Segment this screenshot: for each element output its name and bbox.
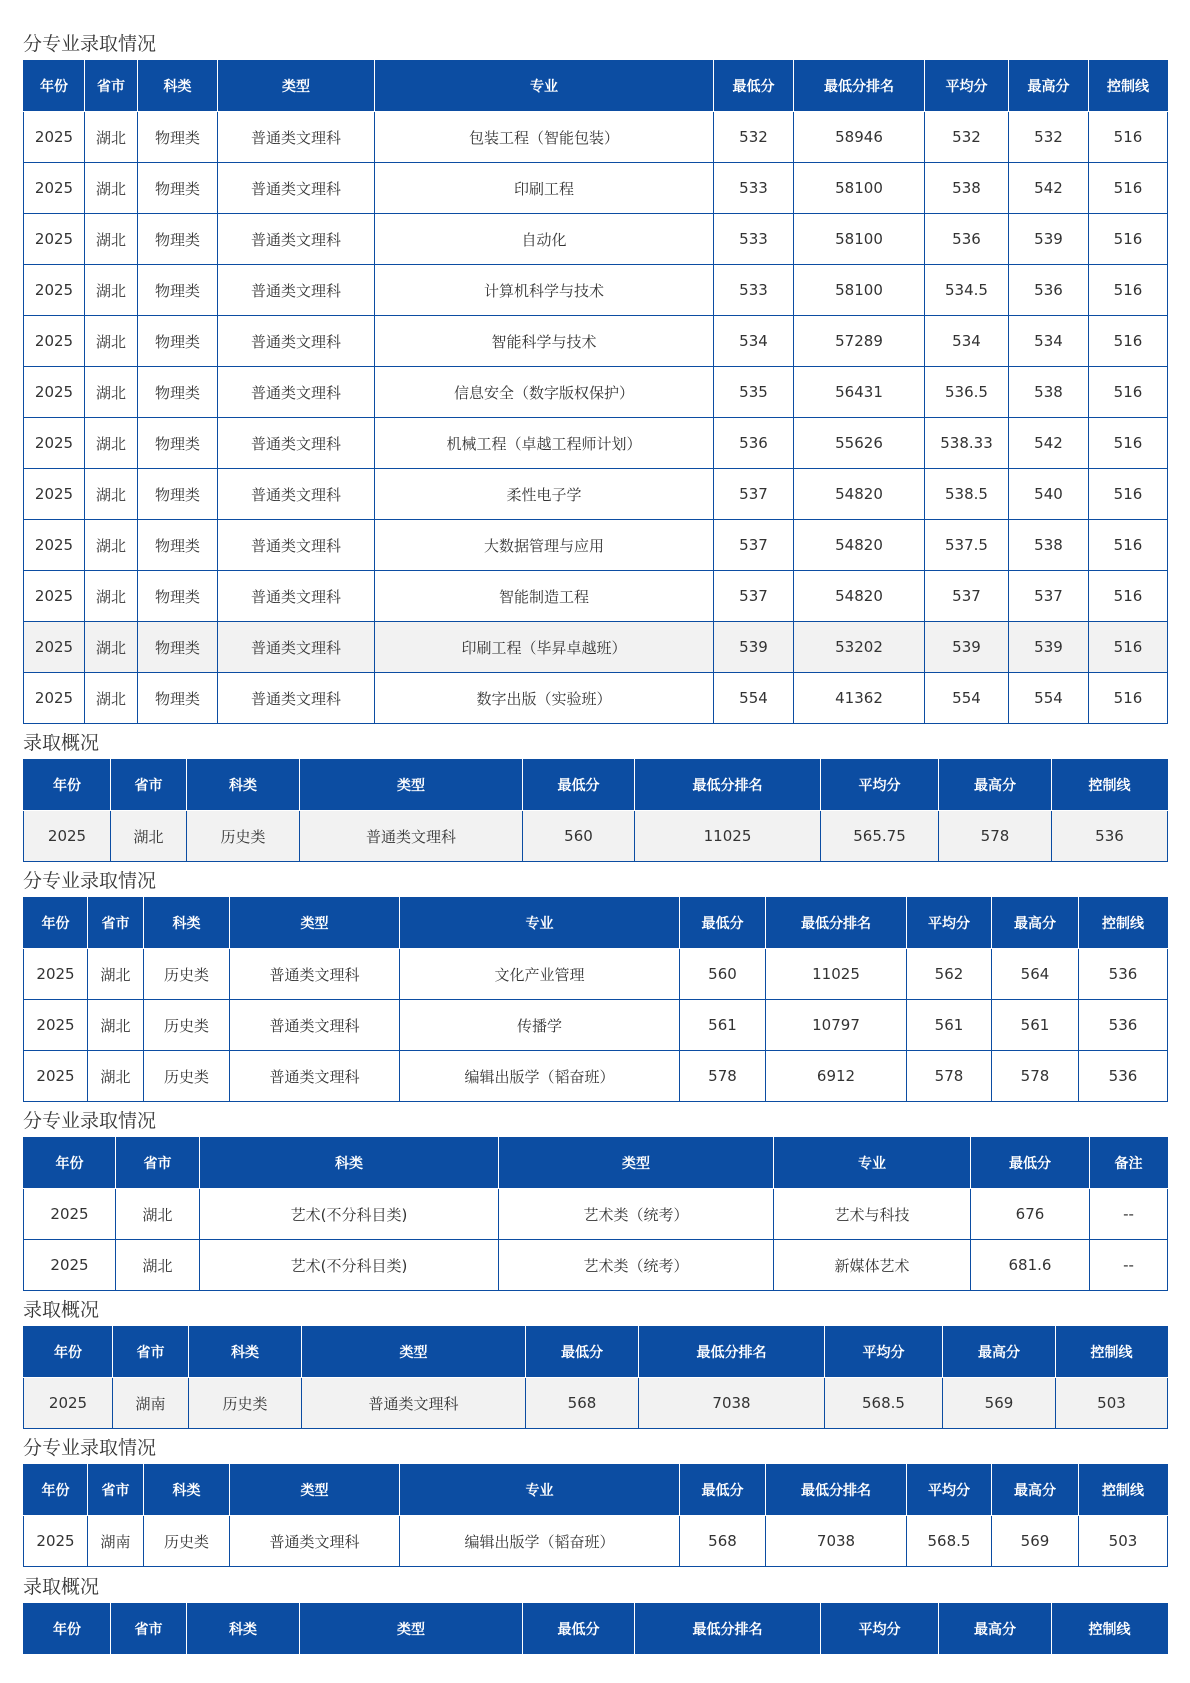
cell-avg-score: 554	[925, 673, 1009, 724]
cell-control-line: 516	[1089, 265, 1168, 316]
col-header-subject: 科类	[144, 1465, 230, 1516]
table-row	[24, 214, 1168, 265]
cell-year: 2025	[24, 1378, 113, 1429]
col-header-subject: 科类	[187, 1604, 300, 1655]
cell-max-score: 542	[1009, 163, 1089, 214]
cell-control-line: 516	[1089, 418, 1168, 469]
cell-max-score: 534	[1009, 316, 1089, 367]
col-header-control-line: 控制线	[1056, 1327, 1168, 1378]
cell-major: 艺术与科技	[774, 1189, 971, 1240]
col-header-subject: 科类	[200, 1138, 499, 1189]
col-header-type: 类型	[230, 1465, 400, 1516]
col-header-year: 年份	[24, 1465, 88, 1516]
col-header-subject: 科类	[138, 61, 218, 112]
col-header-min-score: 最低分	[523, 760, 635, 811]
cell-province: 湖北	[116, 1240, 200, 1291]
section-title: 录取概况	[23, 1576, 100, 1598]
admission-overview-table	[23, 1326, 1168, 1429]
cell-type: 普通类文理科	[302, 1378, 526, 1429]
cell-year: 2025	[24, 571, 85, 622]
col-header-min-rank: 最低分排名	[794, 61, 925, 112]
cell-avg-score: 568.5	[907, 1516, 992, 1567]
cell-year: 2025	[24, 520, 85, 571]
cell-control-line: 516	[1089, 622, 1168, 673]
cell-min-rank: 55626	[794, 418, 925, 469]
col-header-subject: 科类	[187, 760, 300, 811]
cell-major: 大数据管理与应用	[375, 520, 714, 571]
col-header-year: 年份	[24, 1138, 116, 1189]
cell-province: 湖北	[111, 811, 187, 862]
cell-min-score: 532	[714, 112, 794, 163]
cell-min-rank: 54820	[794, 571, 925, 622]
cell-major: 自动化	[375, 214, 714, 265]
cell-control-line: 516	[1089, 112, 1168, 163]
col-header-min-score: 最低分	[526, 1327, 639, 1378]
col-header-min-rank: 最低分排名	[766, 898, 907, 949]
cell-max-score: 564	[992, 949, 1079, 1000]
cell-min-rank: 7038	[639, 1378, 825, 1429]
cell-subject: 物理类	[138, 316, 218, 367]
cell-max-score: 536	[1009, 265, 1089, 316]
cell-subject: 艺术(不分科目类)	[200, 1189, 499, 1240]
cell-major: 文化产业管理	[400, 949, 680, 1000]
table-row	[24, 418, 1168, 469]
col-header-year: 年份	[24, 1327, 113, 1378]
cell-major: 包装工程（智能包装）	[375, 112, 714, 163]
col-header-max-score: 最高分	[939, 760, 1052, 811]
table-row	[24, 1189, 1168, 1240]
cell-type: 艺术类（统考）	[499, 1240, 774, 1291]
table-row	[24, 163, 1168, 214]
cell-year: 2025	[24, 811, 111, 862]
col-header-min-score: 最低分	[971, 1138, 1090, 1189]
table-row	[24, 1516, 1168, 1567]
cell-control-line: 536	[1079, 949, 1168, 1000]
cell-type: 普通类文理科	[300, 811, 523, 862]
cell-min-score: 537	[714, 469, 794, 520]
col-header-max-score: 最高分	[992, 898, 1079, 949]
col-header-year: 年份	[24, 1604, 111, 1655]
cell-min-rank: 58100	[794, 214, 925, 265]
col-header-major: 专业	[774, 1138, 971, 1189]
admission-overview-table	[23, 1603, 1168, 1655]
cell-min-rank: 7038	[766, 1516, 907, 1567]
cell-type: 普通类文理科	[230, 1051, 400, 1102]
cell-subject: 物理类	[138, 520, 218, 571]
cell-control-line: 516	[1089, 571, 1168, 622]
cell-max-score: 539	[1009, 622, 1089, 673]
cell-min-score: 578	[680, 1051, 766, 1102]
table-row	[24, 367, 1168, 418]
col-header-control-line: 控制线	[1089, 61, 1168, 112]
col-header-control-line: 控制线	[1052, 1604, 1168, 1655]
cell-type: 普通类文理科	[218, 571, 375, 622]
cell-year: 2025	[24, 1240, 116, 1291]
cell-year: 2025	[24, 163, 85, 214]
cell-control-line: 536	[1079, 1000, 1168, 1051]
table-row	[24, 811, 1168, 862]
cell-province: 湖北	[88, 1051, 144, 1102]
cell-province: 湖北	[85, 622, 138, 673]
cell-province: 湖北	[88, 1000, 144, 1051]
cell-min-score: 536	[714, 418, 794, 469]
section-title: 分专业录取情况	[23, 870, 157, 892]
cell-year: 2025	[24, 1516, 88, 1567]
table-row-highlighted	[24, 622, 1168, 673]
cell-min-score: 533	[714, 163, 794, 214]
cell-avg-score: 536.5	[925, 367, 1009, 418]
cell-major: 编辑出版学（韬奋班）	[400, 1051, 680, 1102]
col-header-type: 类型	[302, 1327, 526, 1378]
cell-min-rank: 41362	[794, 673, 925, 724]
cell-province: 湖北	[85, 163, 138, 214]
cell-province: 湖北	[116, 1189, 200, 1240]
col-header-major: 专业	[400, 898, 680, 949]
cell-subject: 物理类	[138, 469, 218, 520]
cell-type: 普通类文理科	[230, 1000, 400, 1051]
cell-major: 印刷工程（毕昇卓越班）	[375, 622, 714, 673]
cell-max-score: 554	[1009, 673, 1089, 724]
cell-avg-score: 562	[907, 949, 992, 1000]
cell-subject: 物理类	[138, 367, 218, 418]
cell-control-line: 536	[1052, 811, 1168, 862]
cell-min-rank: 58100	[794, 265, 925, 316]
cell-avg-score: 565.75	[821, 811, 939, 862]
cell-province: 湖北	[88, 949, 144, 1000]
col-header-control-line: 控制线	[1079, 1465, 1168, 1516]
cell-province: 湖北	[85, 520, 138, 571]
col-header-remarks: 备注	[1090, 1138, 1168, 1189]
col-header-province: 省市	[88, 898, 144, 949]
cell-avg-score: 568.5	[825, 1378, 943, 1429]
cell-min-score: 537	[714, 571, 794, 622]
major-admission-table	[23, 897, 1168, 1102]
cell-avg-score: 534.5	[925, 265, 1009, 316]
cell-subject: 物理类	[138, 112, 218, 163]
cell-control-line: 516	[1089, 673, 1168, 724]
cell-max-score: 540	[1009, 469, 1089, 520]
cell-min-rank: 6912	[766, 1051, 907, 1102]
col-header-avg-score: 平均分	[821, 1604, 939, 1655]
cell-max-score: 569	[943, 1378, 1056, 1429]
cell-year: 2025	[24, 469, 85, 520]
cell-province: 湖南	[88, 1516, 144, 1567]
cell-major: 信息安全（数字版权保护）	[375, 367, 714, 418]
cell-control-line: 516	[1089, 520, 1168, 571]
admission-overview-table	[23, 759, 1168, 862]
col-header-province: 省市	[111, 760, 187, 811]
col-header-max-score: 最高分	[943, 1327, 1056, 1378]
cell-subject: 物理类	[138, 265, 218, 316]
cell-avg-score: 537	[925, 571, 1009, 622]
cell-min-rank: 10797	[766, 1000, 907, 1051]
cell-avg-score: 578	[907, 1051, 992, 1102]
cell-min-rank: 53202	[794, 622, 925, 673]
cell-province: 湖北	[85, 112, 138, 163]
cell-type: 普通类文理科	[218, 673, 375, 724]
cell-subject: 物理类	[138, 214, 218, 265]
col-header-province: 省市	[111, 1604, 187, 1655]
cell-max-score: 532	[1009, 112, 1089, 163]
art-major-admission-table	[23, 1137, 1168, 1291]
cell-major: 计算机科学与技术	[375, 265, 714, 316]
cell-province: 湖北	[85, 265, 138, 316]
cell-subject: 历史类	[144, 1051, 230, 1102]
col-header-avg-score: 平均分	[821, 760, 939, 811]
col-header-year: 年份	[24, 760, 111, 811]
cell-max-score: 538	[1009, 520, 1089, 571]
cell-subject: 历史类	[144, 949, 230, 1000]
cell-max-score: 542	[1009, 418, 1089, 469]
cell-min-rank: 58946	[794, 112, 925, 163]
col-header-province: 省市	[116, 1138, 200, 1189]
cell-province: 湖北	[85, 367, 138, 418]
cell-subject: 物理类	[138, 571, 218, 622]
cell-min-score: 539	[714, 622, 794, 673]
cell-min-score: 676	[971, 1189, 1090, 1240]
section-title: 分专业录取情况	[23, 33, 157, 55]
cell-type: 普通类文理科	[218, 367, 375, 418]
col-header-avg-score: 平均分	[907, 898, 992, 949]
cell-min-rank: 54820	[794, 520, 925, 571]
cell-avg-score: 537.5	[925, 520, 1009, 571]
cell-year: 2025	[24, 949, 88, 1000]
cell-type: 普通类文理科	[218, 214, 375, 265]
col-header-province: 省市	[85, 61, 138, 112]
cell-type: 普通类文理科	[218, 112, 375, 163]
cell-type: 普通类文理科	[230, 949, 400, 1000]
cell-subject: 历史类	[144, 1516, 230, 1567]
cell-type: 普通类文理科	[218, 265, 375, 316]
cell-min-score: 568	[526, 1378, 639, 1429]
col-header-control-line: 控制线	[1079, 898, 1168, 949]
cell-avg-score: 536	[925, 214, 1009, 265]
section-title: 录取概况	[23, 732, 100, 754]
cell-max-score: 539	[1009, 214, 1089, 265]
col-header-control-line: 控制线	[1052, 760, 1168, 811]
col-header-type: 类型	[230, 898, 400, 949]
cell-min-rank: 54820	[794, 469, 925, 520]
cell-min-score: 533	[714, 265, 794, 316]
cell-min-rank: 56431	[794, 367, 925, 418]
table-header-row	[24, 1465, 1168, 1516]
table-row	[24, 1378, 1168, 1429]
col-header-avg-score: 平均分	[925, 61, 1009, 112]
cell-type: 普通类文理科	[218, 163, 375, 214]
cell-avg-score: 534	[925, 316, 1009, 367]
col-header-type: 类型	[300, 760, 523, 811]
cell-province: 湖北	[85, 418, 138, 469]
cell-subject: 艺术(不分科目类)	[200, 1240, 499, 1291]
col-header-min-rank: 最低分排名	[639, 1327, 825, 1378]
col-header-min-rank: 最低分排名	[635, 1604, 821, 1655]
col-header-min-score: 最低分	[523, 1604, 635, 1655]
cell-type: 普通类文理科	[218, 622, 375, 673]
cell-control-line: 516	[1089, 163, 1168, 214]
col-header-province: 省市	[88, 1465, 144, 1516]
table-row	[24, 673, 1168, 724]
cell-control-line: 516	[1089, 316, 1168, 367]
cell-province: 湖北	[85, 469, 138, 520]
cell-min-rank: 11025	[766, 949, 907, 1000]
cell-min-score: 568	[680, 1516, 766, 1567]
table-row	[24, 316, 1168, 367]
cell-major: 柔性电子学	[375, 469, 714, 520]
cell-avg-score: 538	[925, 163, 1009, 214]
cell-major: 机械工程（卓越工程师计划）	[375, 418, 714, 469]
col-header-year: 年份	[24, 898, 88, 949]
cell-subject: 历史类	[189, 1378, 302, 1429]
cell-major: 数字出版（实验班）	[375, 673, 714, 724]
cell-avg-score: 532	[925, 112, 1009, 163]
cell-max-score: 578	[992, 1051, 1079, 1102]
cell-control-line: 516	[1089, 367, 1168, 418]
cell-avg-score: 538.5	[925, 469, 1009, 520]
cell-year: 2025	[24, 214, 85, 265]
table-row	[24, 949, 1168, 1000]
col-header-major: 专业	[375, 61, 714, 112]
cell-year: 2025	[24, 265, 85, 316]
cell-type: 艺术类（统考）	[499, 1189, 774, 1240]
cell-year: 2025	[24, 418, 85, 469]
cell-year: 2025	[24, 316, 85, 367]
cell-year: 2025	[24, 1189, 116, 1240]
table-row	[24, 469, 1168, 520]
cell-year: 2025	[24, 367, 85, 418]
col-header-major: 专业	[400, 1465, 680, 1516]
col-header-type: 类型	[218, 61, 375, 112]
cell-province: 湖北	[85, 673, 138, 724]
col-header-max-score: 最高分	[939, 1604, 1052, 1655]
cell-min-score: 535	[714, 367, 794, 418]
col-header-avg-score: 平均分	[907, 1465, 992, 1516]
cell-major: 智能科学与技术	[375, 316, 714, 367]
col-header-year: 年份	[24, 61, 85, 112]
col-header-min-score: 最低分	[680, 898, 766, 949]
cell-remarks: --	[1090, 1240, 1168, 1291]
col-header-max-score: 最高分	[1009, 61, 1089, 112]
cell-control-line: 516	[1089, 469, 1168, 520]
cell-major: 印刷工程	[375, 163, 714, 214]
cell-year: 2025	[24, 1051, 88, 1102]
cell-major: 传播学	[400, 1000, 680, 1051]
cell-max-score: 538	[1009, 367, 1089, 418]
major-admission-table	[23, 1464, 1168, 1567]
cell-type: 普通类文理科	[218, 520, 375, 571]
cell-max-score: 537	[1009, 571, 1089, 622]
cell-type: 普通类文理科	[218, 316, 375, 367]
cell-min-score: 561	[680, 1000, 766, 1051]
cell-max-score: 569	[992, 1516, 1079, 1567]
cell-control-line: 536	[1079, 1051, 1168, 1102]
table-header-row	[24, 898, 1168, 949]
cell-control-line: 516	[1089, 214, 1168, 265]
table-row	[24, 571, 1168, 622]
col-header-min-score: 最低分	[680, 1465, 766, 1516]
cell-min-score: 554	[714, 673, 794, 724]
cell-control-line: 503	[1056, 1378, 1168, 1429]
cell-avg-score: 538.33	[925, 418, 1009, 469]
table-header-row	[24, 760, 1168, 811]
table-row	[24, 520, 1168, 571]
cell-min-score: 537	[714, 520, 794, 571]
table-header-row	[24, 1138, 1168, 1189]
cell-year: 2025	[24, 112, 85, 163]
cell-type: 普通类文理科	[230, 1516, 400, 1567]
cell-type: 普通类文理科	[218, 469, 375, 520]
table-header-row	[24, 1604, 1168, 1655]
cell-year: 2025	[24, 622, 85, 673]
cell-min-rank: 58100	[794, 163, 925, 214]
cell-avg-score: 561	[907, 1000, 992, 1051]
cell-min-score: 534	[714, 316, 794, 367]
cell-control-line: 503	[1079, 1516, 1168, 1567]
col-header-subject: 科类	[144, 898, 230, 949]
cell-major: 智能制造工程	[375, 571, 714, 622]
cell-min-rank: 11025	[635, 811, 821, 862]
cell-province: 湖北	[85, 214, 138, 265]
section-title: 分专业录取情况	[23, 1437, 157, 1459]
section-title: 分专业录取情况	[23, 1110, 157, 1132]
table-row	[24, 1240, 1168, 1291]
col-header-type: 类型	[300, 1604, 523, 1655]
cell-year: 2025	[24, 1000, 88, 1051]
cell-avg-score: 539	[925, 622, 1009, 673]
section-title: 录取概况	[23, 1299, 100, 1321]
cell-max-score: 578	[939, 811, 1052, 862]
col-header-type: 类型	[499, 1138, 774, 1189]
col-header-min-rank: 最低分排名	[766, 1465, 907, 1516]
cell-min-score: 681.6	[971, 1240, 1090, 1291]
cell-province: 湖南	[113, 1378, 189, 1429]
cell-min-score: 560	[523, 811, 635, 862]
cell-major: 编辑出版学（韬奋班）	[400, 1516, 680, 1567]
cell-min-score: 533	[714, 214, 794, 265]
col-header-min-score: 最低分	[714, 61, 794, 112]
cell-remarks: --	[1090, 1189, 1168, 1240]
col-header-subject: 科类	[189, 1327, 302, 1378]
cell-subject: 物理类	[138, 163, 218, 214]
col-header-min-rank: 最低分排名	[635, 760, 821, 811]
col-header-max-score: 最高分	[992, 1465, 1079, 1516]
cell-subject: 历史类	[187, 811, 300, 862]
cell-subject: 历史类	[144, 1000, 230, 1051]
cell-min-rank: 57289	[794, 316, 925, 367]
col-header-avg-score: 平均分	[825, 1327, 943, 1378]
col-header-province: 省市	[113, 1327, 189, 1378]
cell-province: 湖北	[85, 316, 138, 367]
table-row	[24, 1051, 1168, 1102]
major-admission-table	[23, 60, 1168, 724]
table-row	[24, 112, 1168, 163]
cell-min-score: 560	[680, 949, 766, 1000]
table-header-row	[24, 61, 1168, 112]
cell-max-score: 561	[992, 1000, 1079, 1051]
table-header-row	[24, 1327, 1168, 1378]
cell-subject: 物理类	[138, 673, 218, 724]
cell-province: 湖北	[85, 571, 138, 622]
cell-major: 新媒体艺术	[774, 1240, 971, 1291]
table-row	[24, 265, 1168, 316]
cell-subject: 物理类	[138, 622, 218, 673]
cell-type: 普通类文理科	[218, 418, 375, 469]
cell-subject: 物理类	[138, 418, 218, 469]
table-row	[24, 1000, 1168, 1051]
cell-year: 2025	[24, 673, 85, 724]
